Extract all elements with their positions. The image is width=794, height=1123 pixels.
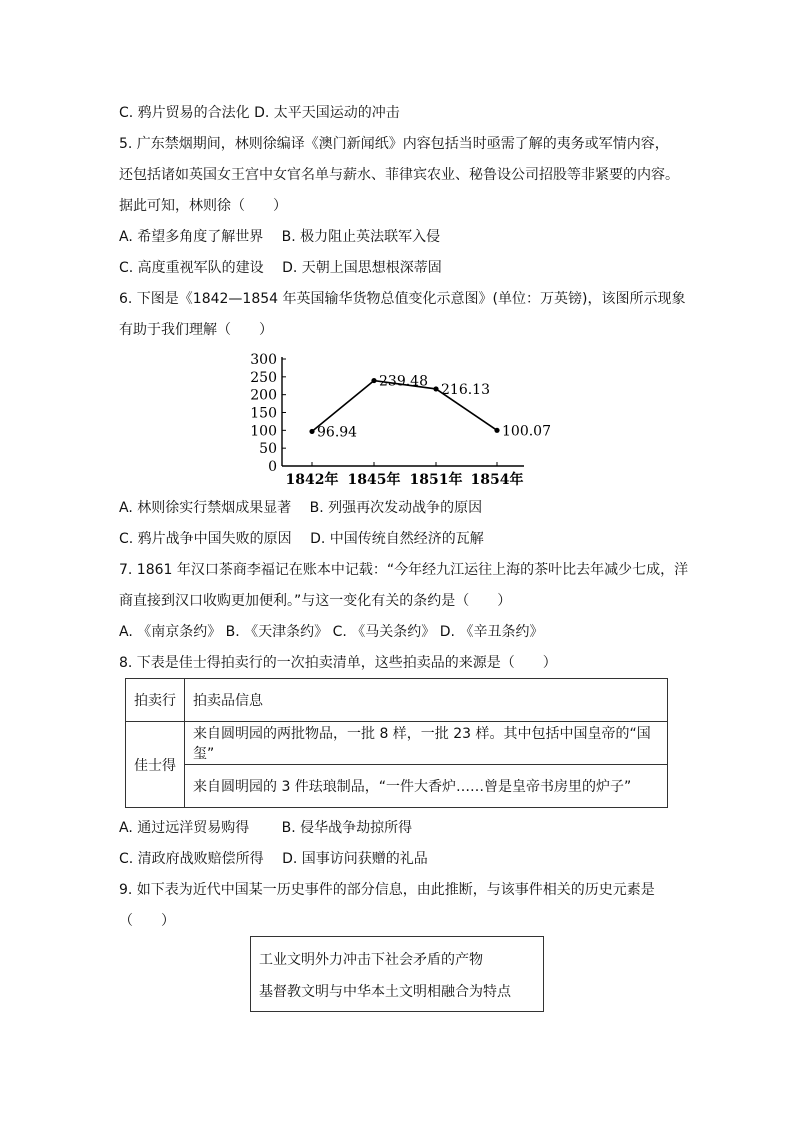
data-point [494,428,499,433]
x-tick-label: 1845年 [347,472,401,488]
data-label: 239.48 [379,373,428,390]
x-tick-label: 1842年 [285,472,339,488]
q7-stem-line-1: 7. 1861 年汉口茶商李福记在账本中记载：“今年经九江运往上海的茶叶比去年减少七成，洋 [119,562,689,578]
auction-table [125,678,668,808]
export-value-line-chart [248,349,551,489]
q5-stem-line-3: 据此可知，林则徐（ ） [119,198,287,214]
table-header-row [126,679,668,722]
q9-info-line-1: 工业文明外力冲击下社会矛盾的产物 [259,952,483,968]
x-tick-label: 1854年 [470,472,524,488]
data-labels [317,374,551,441]
q5-options-cd: C. 高度重视军队的建设 D. 天朝上国思想根深蒂固 [119,260,442,276]
q7-stem-line-2: 商直接到汉口收购更加便利。”与这一变化有关的条约是（ ） [119,593,512,609]
y-tick-label: 50 [259,441,277,458]
q6-options-cd: C. 鸦片战争中国失败的原因 D. 中国传统自然经济的瓦解 [119,531,484,547]
table-row [126,765,668,808]
q9-info-box [250,936,544,1012]
q5-stem-line-2: 还包括诸如英国女王宫中女官名单与薪水、菲律宾农业、秘鲁设公司招股等非紧要的内容。 [119,167,679,183]
table-row [126,722,668,765]
x-tick-label: 1851年 [409,472,463,488]
data-point [371,378,376,383]
y-tick-label: 200 [250,387,277,404]
q6-stem-line-2: 有助于我们理解（ ） [119,322,273,338]
q4-options-cd: C. 鸦片贸易的合法化 D. 太平天国运动的冲击 [119,105,400,121]
q8-options-ab: A. 通过远洋贸易购得 B. 侵华战争劫掠所得 [119,820,413,836]
item-info-cell: 来自圆明园的 3 件珐琅制品，“一件大香炉……曾是皇帝书房里的炉子” [185,765,668,808]
y-tick-label: 100 [250,423,277,440]
q9-stem-line-2: （ ） [119,913,175,929]
data-label: 96.94 [317,424,358,441]
data-label: 216.13 [441,381,490,398]
q8-stem: 8. 下表是佳士得拍卖行的一次拍卖清单，这些拍卖品的来源是（ ） [119,655,557,671]
q7-options: A. 《南京条约》 B. 《天津条约》 C. 《马关条约》 D. 《辛丑条约》 [119,624,544,640]
q9-info-line-2: 基督教文明与中华本土文明相融合为特点 [259,984,511,1000]
q6-options-ab: A. 林则徐实行禁烟成果显著 B. 列强再次发动战争的原因 [119,500,483,516]
item-info-cell: 来自圆明园的两批物品，一批 8 样，一批 23 样。其中包括中国皇帝的“国玺” [185,722,668,765]
y-tick-label: 150 [250,405,277,422]
q5-stem-line-1: 5. 广东禁烟期间，林则徐编译《澳门新闻纸》内容包括当时亟需了解的夷务或军情内容， [119,136,669,152]
y-axis-ticks [250,352,286,475]
auction-house-cell: 佳士得 [126,722,185,808]
y-tick-label: 300 [250,352,277,368]
q5-options-ab: A. 希望多角度了解世界 B. 极力阻止英法联军入侵 [119,229,441,245]
y-tick-label: 250 [250,369,277,386]
data-point [433,386,438,391]
header-auction-house: 拍卖行 [126,679,185,722]
q6-stem-line-1: 6. 下图是《1842—1854 年英国输华货物总值变化示意图》(单位：万英镑)，该图所示现象 [119,291,686,307]
data-point [309,429,314,434]
y-tick-label: 0 [268,459,277,475]
q8-options-cd: C. 清政府战败赔偿所得 D. 国事访问获赠的礼品 [119,851,428,867]
header-item-info: 拍卖品信息 [185,679,668,722]
q9-stem-line-1: 9. 如下表为近代中国某一历史事件的部分信息，由此推断，与该事件相关的历史元素是 [119,882,655,898]
data-label: 100.07 [502,423,551,440]
